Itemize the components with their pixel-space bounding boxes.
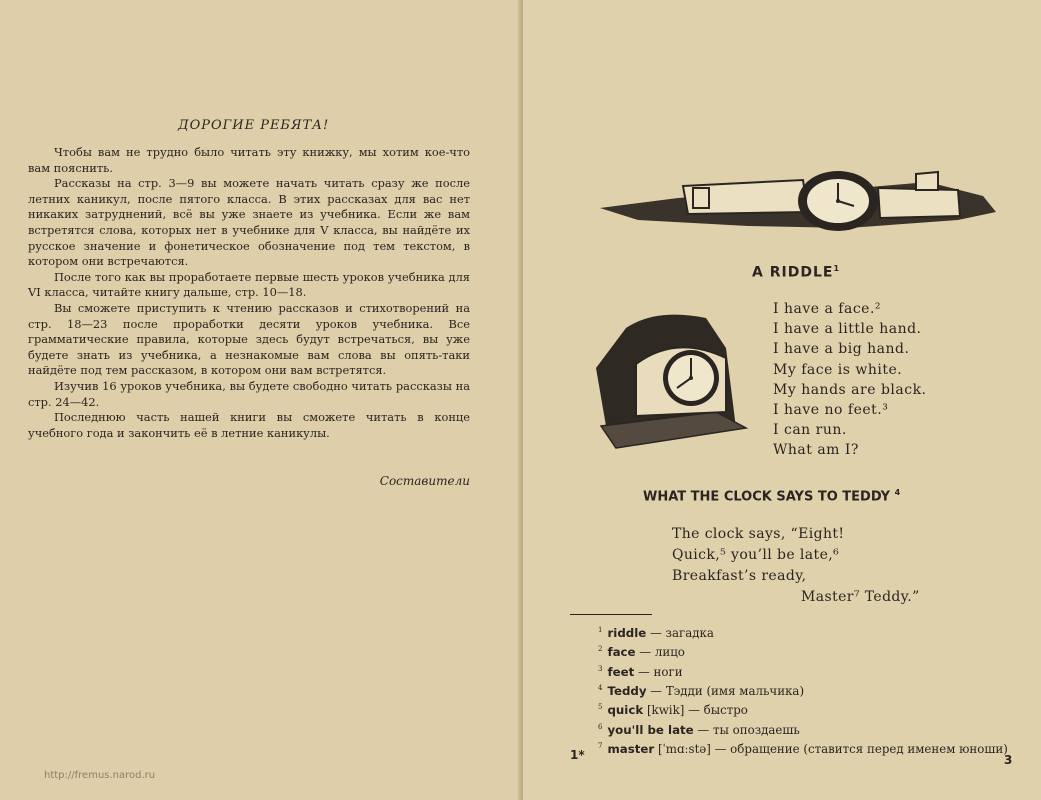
paragraph: Последнюю часть нашей книги вы сможете читать в конце учебного года и закончить её в летние каникулы. [28, 410, 470, 440]
poem-line: Quick,⁵ you’ll be late,⁶ [672, 547, 840, 563]
footnote-definition: — ноги [634, 664, 683, 679]
teddy-poem [672, 524, 920, 608]
signature-mark: 1* [570, 748, 585, 762]
footnote-term: feet [607, 664, 635, 679]
footnote-definition: [ˈmɑːstə] — обращение (ставится перед именем юноши) [654, 741, 1008, 756]
poem-line: Master⁷ Teddy.” [801, 589, 920, 605]
paragraph: После того как вы проработаете первые шесть уроков учебника для VI класса, читайте книгу дальше, стр. 10—18. [28, 269, 470, 300]
poem-line: I can run. [773, 422, 847, 439]
footnote [598, 680, 1008, 699]
riddle-poem [773, 299, 927, 461]
poem-line: I have a little hand. [773, 321, 922, 338]
footnote [598, 661, 1008, 680]
wristwatch-illustration [598, 168, 1000, 250]
footnote-number: 7 [598, 741, 603, 750]
poem-line: What am I? [773, 442, 859, 459]
footnote-term: face [607, 645, 636, 660]
poem-line: I have a face.² [773, 301, 882, 317]
poem-line: My face is white. [773, 361, 903, 378]
footnote-ref: 1 [833, 264, 841, 273]
riddle-title-text: A RIDDLE [752, 264, 834, 281]
footnote-term: Teddy [607, 683, 647, 698]
footnote-number: 2 [598, 645, 603, 654]
footnote-definition: — загадка [646, 625, 714, 640]
footnotes [598, 622, 1008, 757]
poem-line: My hands are black. [773, 381, 927, 398]
paragraph: Вы сможете приступить к чтению рассказов и стихотворений на стр. 18—23 после проработки десяти уроков учебника. Все грамматические правила, которые здесь будут встречаться, вы уже будете знать из учебника, а незнакомые вам слова вы опять-таки найдёте под тем рассказом, в котором они вам встретятся. [28, 300, 470, 378]
teddy-title-text: WHAT THE CLOCK SAYS TO TEDDY [643, 489, 891, 505]
footnote-definition: — лицо [635, 645, 685, 660]
footnote [598, 622, 1008, 641]
paragraph: Чтобы вам не трудно было читать эту книжку, мы хотим кое-что вам пояснить. [28, 145, 470, 175]
footnote [598, 641, 1008, 660]
signature: Составители [379, 474, 470, 488]
riddle-title [752, 264, 840, 281]
mantel-clock-illustration [576, 308, 751, 460]
teddy-title [643, 488, 900, 504]
poem-line: The clock says, “Eight! [672, 526, 845, 542]
footnote-number: 4 [598, 683, 603, 692]
left-page-heading: ДОРОГИЕ РЕБЯТА! [178, 118, 330, 133]
footnote-term: quick [607, 703, 644, 718]
footnote-term: you'll be late [607, 722, 694, 737]
poem-line: I have no feet.³ [773, 402, 889, 419]
footnote-term: riddle [607, 625, 647, 640]
footnote [598, 719, 1008, 738]
footnote [598, 699, 1008, 718]
footnote-definition: [kwik] — быстро [643, 703, 748, 718]
footnote-term: master [607, 741, 655, 756]
footnote-definition: — ты опоздаешь [693, 722, 800, 737]
footnote-number: 3 [598, 664, 603, 673]
paragraph: Рассказы на стр. 3—9 вы можете начать читать сразу же после летних каникул, после пятого класса. В этих рассказах для вас нет никаких затруднений, всё вы уже знаете из учебника. Если же вам встретятся слова, которых нет в учебнике для V класса, вы найдёте их русское значение и фонетическое обозначение под тем текстом, в котором они встречаются. [28, 176, 470, 269]
footnote-ref: 4 [894, 488, 901, 497]
watermark-url[interactable]: http://fremus.narod.ru [44, 770, 156, 781]
poem-line: Breakfast’s ready, [672, 568, 807, 584]
page-number: 3 [1004, 753, 1013, 767]
paragraph: Изучив 16 уроков учебника, вы будете свободно читать рассказы на стр. 24—42. [28, 378, 470, 409]
left-page-text [28, 145, 470, 441]
footnote-number: 6 [598, 722, 603, 731]
footnote-number: 1 [598, 626, 603, 634]
footnote-number: 5 [598, 703, 603, 712]
footnote-definition: — Тэдди (имя мальчика) [646, 683, 805, 698]
footnote [598, 738, 1008, 757]
footnote-divider [570, 614, 652, 615]
poem-line: I have a big hand. [773, 341, 910, 358]
